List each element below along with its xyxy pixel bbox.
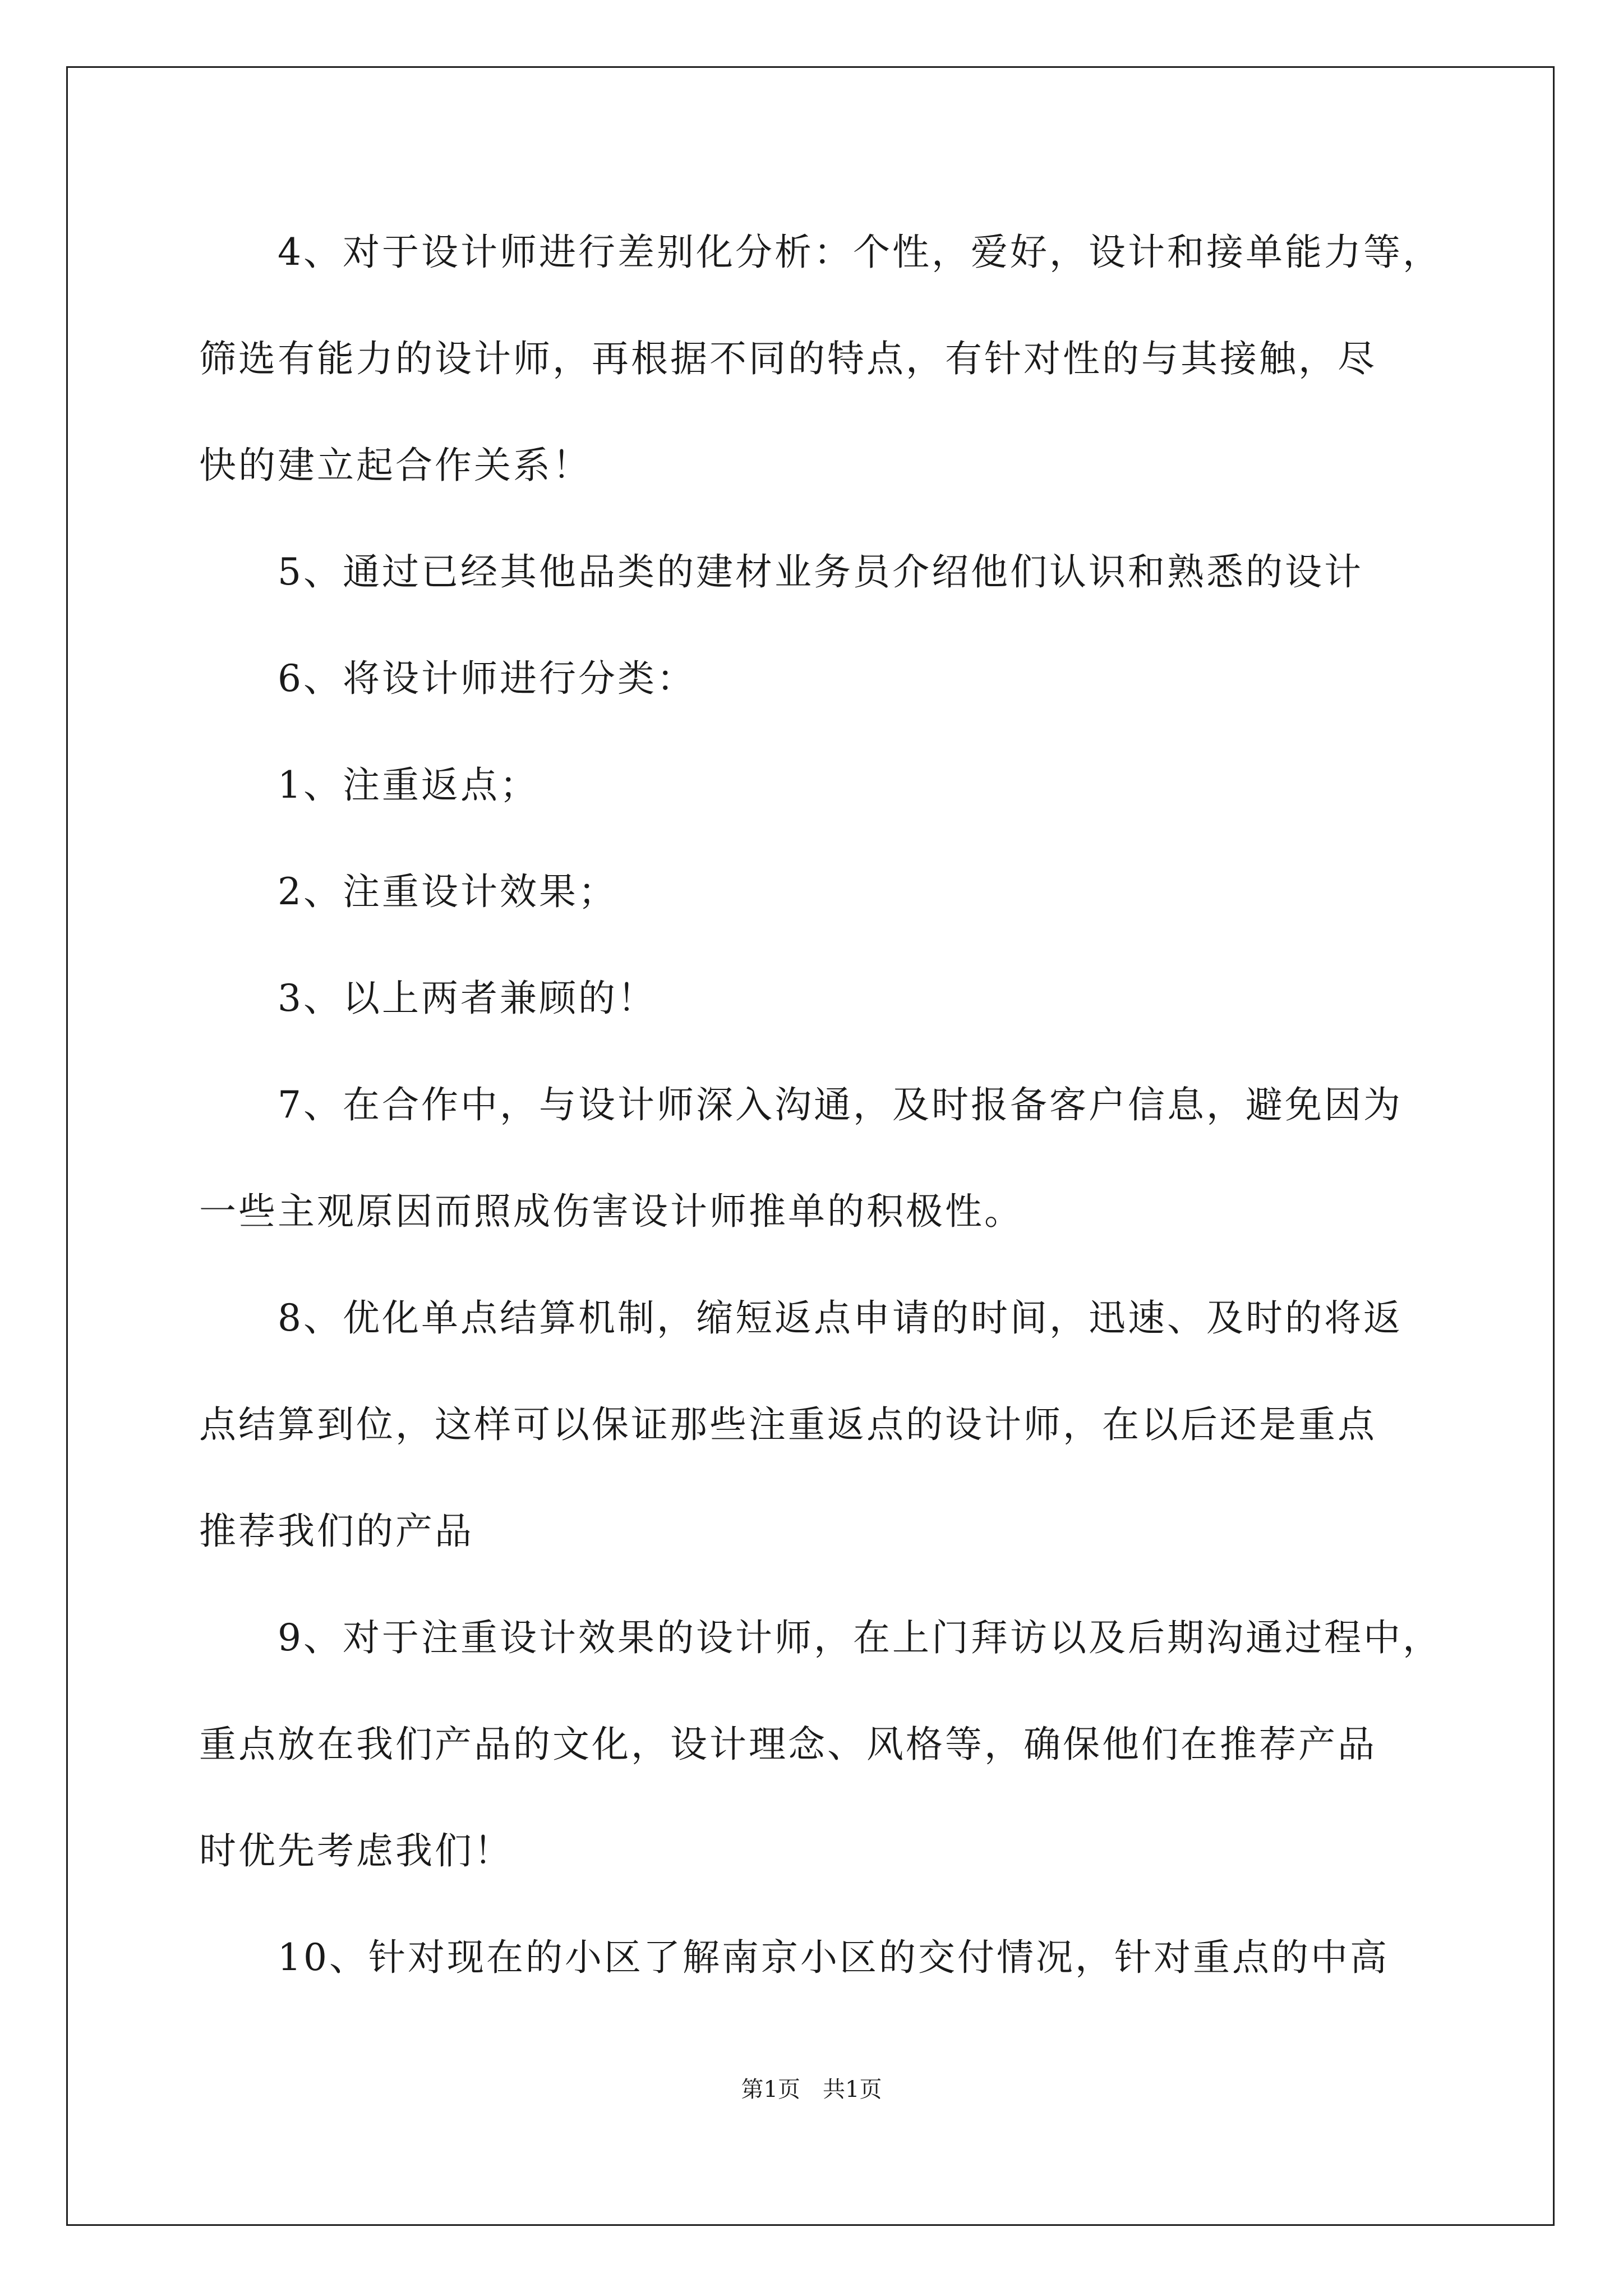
page-number: 第1页 共1页 [741, 2077, 882, 2102]
paragraph-line: 时优先考虑我们！ [199, 1829, 513, 1872]
page-border [66, 66, 1555, 2226]
paragraph-line: 10、针对现在的小区了解南京小区的交付情况，针对重点的中高 [278, 1936, 1389, 1979]
paragraph-line: 8、优化单点结算机制，缩短返点申请的时间，迅速、及时的将返 [278, 1296, 1403, 1340]
paragraph-line: 推荐我们的产品 [199, 1510, 474, 1553]
paragraph-line: 3、以上两者兼顾的！ [278, 977, 657, 1020]
paragraph-line: 重点放在我们产品的文化，设计理念、风格等，确保他们在推荐产品 [199, 1723, 1377, 1766]
paragraph-line: 1、注重返点； [278, 763, 539, 807]
paragraph-line: 快的建立起合作关系！ [199, 444, 592, 487]
paragraph-line: 9、对于注重设计效果的设计师，在上门拜访以及后期沟通过程中， [278, 1616, 1442, 1659]
paragraph-line: 4、对于设计师进行差别化分析：个性，爱好，设计和接单能力等， [278, 231, 1442, 274]
paragraph-line: 6、将设计师进行分类： [278, 657, 696, 700]
paragraph-line: 点结算到位，这样可以保证那些注重返点的设计师，在以后还是重点 [199, 1403, 1377, 1446]
paragraph-line: 一些主观原因而照成伤害设计师推单的积极性。 [199, 1190, 1023, 1233]
paragraph-line: 筛选有能力的设计师，再根据不同的特点，有针对性的与其接触，尽 [199, 337, 1377, 380]
paragraph-line: 2、注重设计效果； [278, 870, 617, 913]
paragraph-line: 7、在合作中，与设计师深入沟通，及时报备客户信息，避免因为 [278, 1083, 1403, 1126]
paragraph-line: 5、通过已经其他品类的建材业务员介绍他们认识和熟悉的设计 [278, 550, 1363, 593]
